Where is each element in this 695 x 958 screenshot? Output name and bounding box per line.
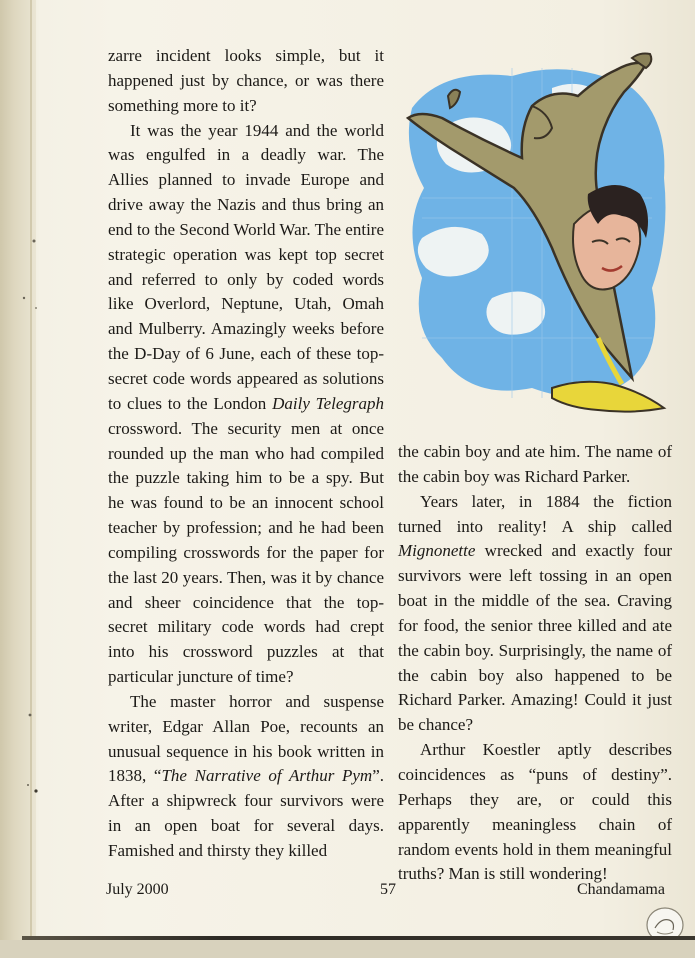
ship-name: Mignonette bbox=[398, 541, 476, 561]
magazine-name: Chandamama bbox=[577, 881, 665, 898]
page-number: 57 bbox=[380, 881, 396, 898]
left-text-column bbox=[108, 44, 384, 864]
newspaper-title: Daily Telegraph bbox=[272, 393, 384, 413]
footer-date: July 2000 bbox=[106, 881, 169, 898]
right-paragraph-1: the cabin boy and ate him. The name of the cabin boy was Richard Parker. bbox=[398, 442, 672, 486]
dancing-figure-illustration bbox=[402, 48, 670, 420]
book-title: The Narrative of Arthur Pym bbox=[161, 766, 373, 786]
left-paragraph-1: zarre incident looks simple, but it happened just by chance, or was there something more to it? bbox=[108, 46, 384, 115]
right-text-column bbox=[398, 440, 672, 887]
left-paragraph-3: The master horror and suspense writer, Edgar Allan Poe, recounts an unusual sequence in his book written in 1838, “The Narrative of Arthur Pym”. After a shipwreck four survivors were in an open boat for several days. Famished and thirsty they killed bbox=[108, 691, 384, 860]
scan-bottom-margin bbox=[0, 940, 695, 958]
right-paragraph-3: Arthur Koestler aptly describes coincidences as “puns of destiny”. Perhaps they are, or could this apparently meaningless chain of random events hold in them meaningful truths? Man is still wondering! bbox=[398, 740, 672, 884]
right-paragraph-2: Years later, in 1884 the fiction turned into reality! A ship called Mignonette wrecked and exactly four survivors were left tossing in an open boat in the middle of the sea. Craving for food, the senior three killed and ate the cabin boy. Surprisingly, the name of the cabin boy also happened to be Richard Parker. Amazing! Could it just be chance? bbox=[398, 491, 672, 735]
left-paragraph-2: It was the year 1944 and the world was engulfed in a deadly war. The Allies planned to invade Europe and drive away the Nazis and thus bring an end to the Second World War. The entire strategic operation was kept top secret and referred to only by coded words like Overlord, Neptune, Utah, Omah and Mulberry. Amazingly weeks before the D-Day of 6 June, each of these top-secret code words appeared as solutions to clues to the London Daily Telegraph crossword. The security men at once rounded up the man who had compiled the puzzle taking him to be a spy. But he was found to be an innocent school teacher by profession; and he had been compiling crosswords for the paper for the last 20 years. Then, was it by chance and sheer coincidence that the top-secret military code words had crept into his crossword puzzles at that particular juncture of time? bbox=[108, 120, 384, 687]
